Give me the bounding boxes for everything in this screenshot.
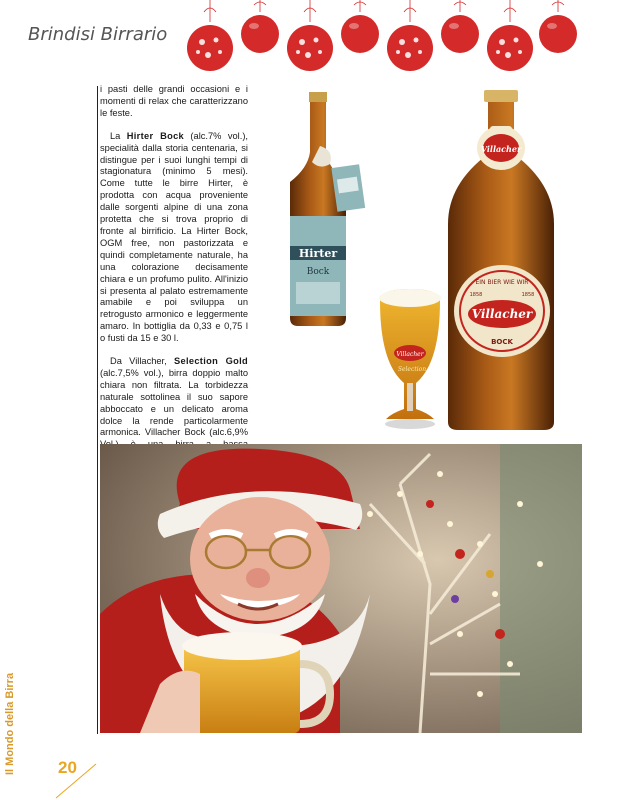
text-run: La — [110, 130, 127, 141]
hirter-brand-text: Hirter — [298, 247, 338, 260]
villacher-brand-text: Villacher — [471, 307, 533, 321]
text-run: Da Villacher, — [110, 356, 175, 367]
hirter-style-text: Bock — [306, 267, 330, 277]
hirter-bottle — [290, 92, 365, 326]
glass-text: Selection — [397, 366, 427, 373]
christmas-ornaments — [180, 0, 600, 82]
column-rule — [97, 86, 98, 734]
svg-text:Villacher: Villacher — [396, 351, 424, 358]
villacher-year-right: 1858 — [521, 292, 535, 298]
villacher-bottle — [448, 90, 554, 430]
villacher-style-text: BOCK — [491, 338, 513, 346]
santa-with-beer-photo — [100, 444, 582, 733]
villacher-motto-text: EIN BIER WIE WIR — [475, 279, 529, 286]
svg-text:Villacher: Villacher — [480, 144, 522, 154]
paragraph-intro: i pasti delle grandi occasioni e i momenti di relax che caratterizzano le feste. — [100, 84, 248, 118]
villacher-year-left: 1858 — [469, 292, 483, 298]
product-name-hirter-bock: Hirter Bock — [126, 130, 185, 141]
beer-bottles-photo — [262, 86, 592, 436]
paragraph-hirter — [100, 131, 248, 345]
magazine-name: Il Mondo della Birra — [4, 672, 16, 775]
product-name-selection-gold: Selection Gold — [174, 356, 249, 367]
text-run: (alc.7,5% vol.), birra doppio malto chiara non filtrata. La torbidezza naturale sottolinea il suo sapore abboccato e un delicato aroma dolce la rende particolarmente armonica. Villacher Bock (alc.6,9% — [100, 367, 248, 438]
beer-glass — [379, 289, 441, 429]
page-number: 20 — [58, 758, 77, 777]
text-run: (alc.7% vol.), specialità dalla storia centenaria, si distingue per i suoi lunghi tempi di stagionatura (minimo 5 mesi). Come tutte le birre Hirter, è prodotta con acqua proveniente dalle sorgenti alpine di una zona protetta che si trova proprio di fronte al birrificio. La Hirter Bock, OGM free, non pastorizzata e quindi completamente naturale, ha una colorazione decisamente chiara e un profumo pulito. All'inizio si presenta al palato estremamente amabile e poi sviluppa un retrogusto armonico e leggermente amaro. In bottiglia da 0,33 e 0,75 l o fusti da 15 e 30 l. — [100, 130, 248, 344]
section-title: Brindisi Birrario — [28, 24, 168, 45]
